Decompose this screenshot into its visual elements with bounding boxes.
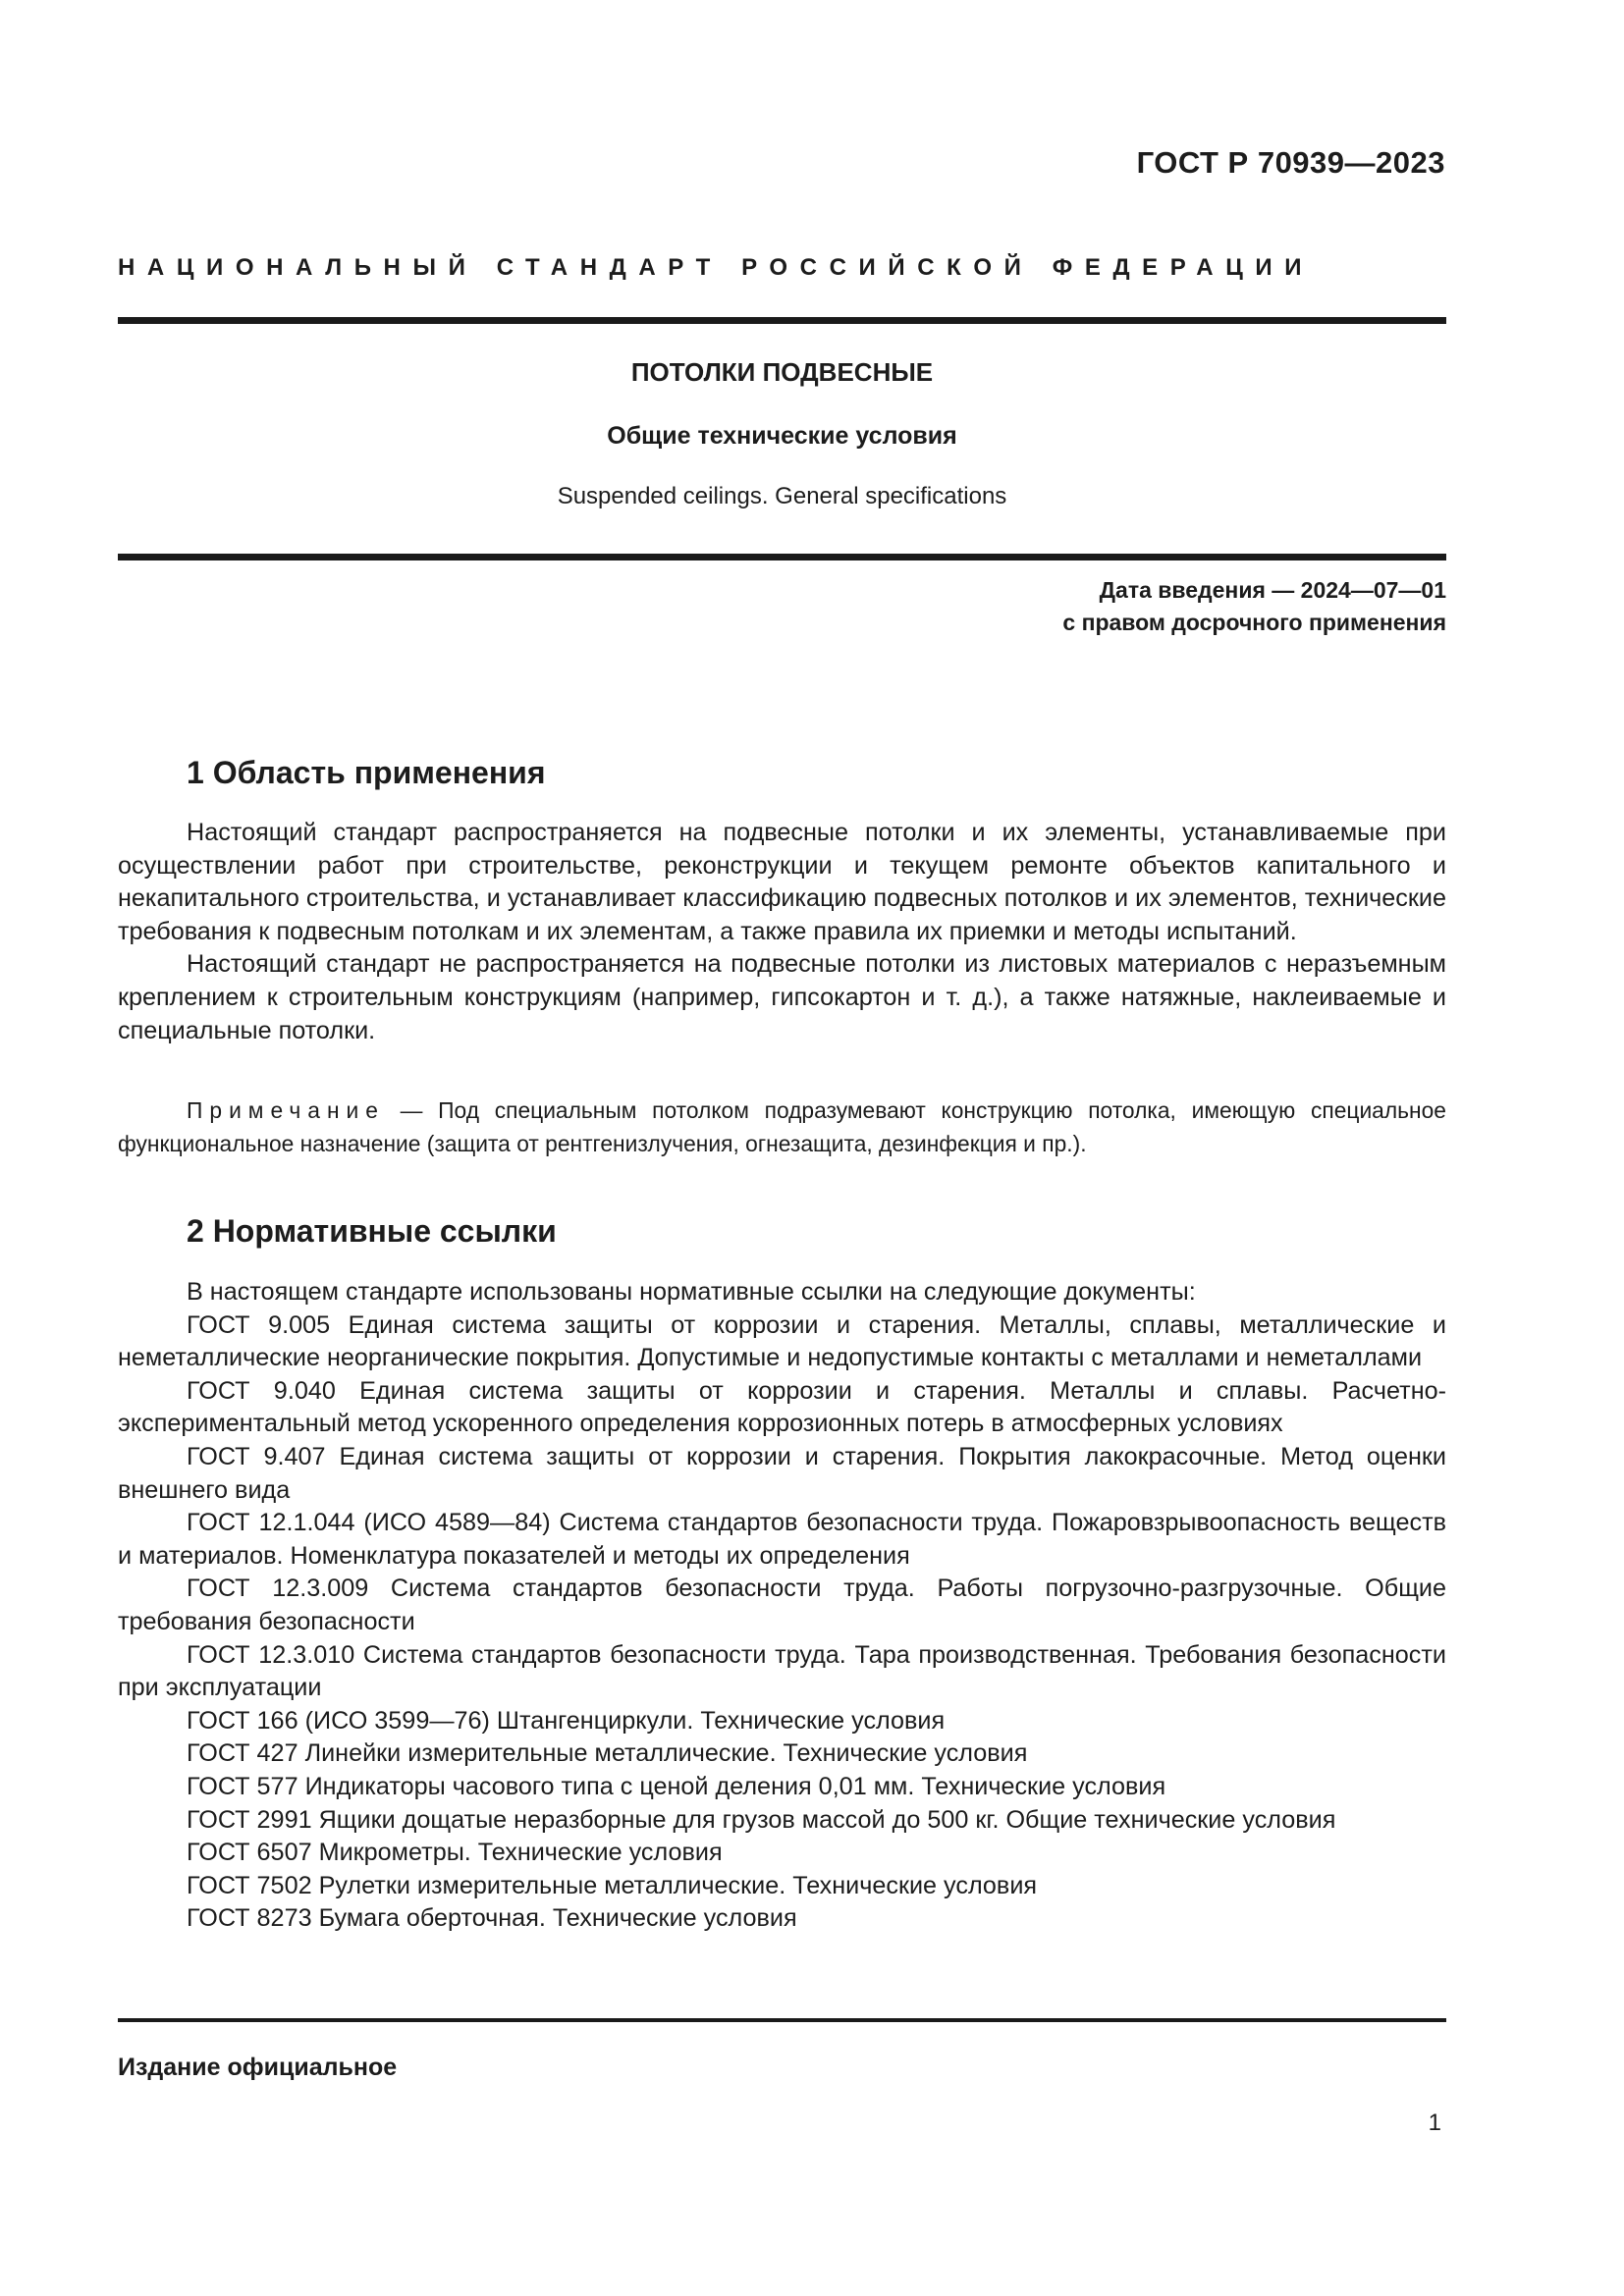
reference-item: ГОСТ 427 Линейки измерительные металлические. Технические условия bbox=[187, 1739, 1028, 1768]
reference-item: ГОСТ 166 (ИСО 3599—76) Штангенциркули. Технические условия bbox=[187, 1706, 946, 1735]
reference-item: ГОСТ 6507 Микрометры. Технические условия bbox=[187, 1839, 723, 1867]
note-label: Примечание bbox=[187, 1097, 385, 1123]
note-text: — Под специальным потолком подразумевают конструкцию потолка, имеющую специальное функциональное назначение (защита от рентгенизлучения, огнезащита, дезинфекция и пр.). bbox=[118, 1097, 1446, 1156]
reference-item: ГОСТ 12.1.044 (ИСО 4589—84) Система стандартов безопасности труда. Пожаровзрывоопасность веществ и материалов. Номенклатура показателей и методы их определения bbox=[118, 1509, 1446, 1570]
reference-item: ГОСТ 577 Индикаторы часового типа с ценой деления 0,01 мм. Технические условия bbox=[187, 1772, 1166, 1800]
reference-item: ГОСТ 9.040 Единая система защиты от коррозии и старения. Металлы и сплавы. Расчетно-экспериментальный метод ускоренного определения коррозионных потерь в атмосферных условиях bbox=[118, 1376, 1446, 1438]
early-application-note: с правом досрочного применения bbox=[1062, 610, 1446, 635]
national-standard-banner: НАЦИОНАЛЬНЫЙ СТАНДАРТ РОССИЙСКОЙ ФЕДЕРАЦИИ bbox=[118, 254, 1315, 281]
top-divider bbox=[118, 317, 1446, 324]
reference-item: ГОСТ 12.3.009 Система стандартов безопасности труда. Работы погрузочно-разгрузочные. Общие требования безопасности bbox=[118, 1575, 1446, 1635]
gost-number: ГОСТ Р 70939—2023 bbox=[1136, 145, 1445, 180]
section-1-paragraph-2: Настоящий стандарт не распространяется на подвесные потолки из листовых материалов с неразъемным креплением к строительным конструкциям (например, гипсокартон и т. д.), а также натяжные, наклеиваемые и специальные потолки. bbox=[118, 950, 1446, 1044]
reference-item: ГОСТ 8273 Бумага оберточная. Технические условия bbox=[187, 1904, 797, 1933]
english-title: Suspended ceilings. General specifications bbox=[557, 483, 1007, 509]
references-list bbox=[118, 1276, 1446, 1936]
reference-item: ГОСТ 9.005 Единая система защиты от коррозии и старения. Металлы, сплавы, металлические и неметаллические неорганические покрытия. Допустимые и недопустимые контакты с металлами и неметаллами bbox=[118, 1310, 1446, 1372]
section-1-note bbox=[118, 1095, 1446, 1160]
title-divider bbox=[118, 554, 1446, 561]
introduction-date: Дата введения — 2024—07—01 bbox=[1099, 577, 1446, 603]
document-title: ПОТОЛКИ ПОДВЕСНЫЕ bbox=[630, 357, 934, 387]
section-1-body bbox=[118, 817, 1446, 1047]
page-number: 1 bbox=[1428, 2109, 1441, 2136]
reference-item: ГОСТ 7502 Рулетки измерительные металлические. Технические условия bbox=[187, 1871, 1038, 1899]
footer-divider bbox=[118, 2018, 1446, 2022]
reference-item: ГОСТ 2991 Ящики дощатые неразборные для грузов массой до 500 кг. Общие технические условия bbox=[187, 1805, 1336, 1834]
reference-item: ГОСТ 9.407 Единая система защиты от коррозии и старения. Покрытия лакокрасочные. Метод оценки внешнего вида bbox=[118, 1442, 1446, 1504]
section-2-heading: 2 Нормативные ссылки bbox=[187, 1213, 557, 1249]
references-intro: В настоящем стандарте использованы нормативные ссылки на следующие документы: bbox=[187, 1278, 1196, 1306]
reference-item: ГОСТ 12.3.010 Система стандартов безопасности труда. Тара производственная. Требования безопасности при эксплуатации bbox=[118, 1640, 1446, 1702]
section-1-paragraph-1: Настоящий стандарт распространяется на подвесные потолки и их элементы, устанавливаемые при осуществлении работ при строительстве, реконструкции и текущем ремонте объектов капитального и некапитального строительства, и устанавливает классификацию подвесных потолков и их элементов, технические требования к подвесным потолкам и их элементам, а также правила их приемки и методы испытаний. bbox=[118, 819, 1446, 945]
date-block bbox=[1062, 574, 1446, 639]
section-1-heading: 1 Область применения bbox=[187, 755, 546, 790]
official-edition-label: Издание официальное bbox=[118, 2054, 398, 2081]
document-subtitle: Общие технические условия bbox=[607, 422, 957, 450]
